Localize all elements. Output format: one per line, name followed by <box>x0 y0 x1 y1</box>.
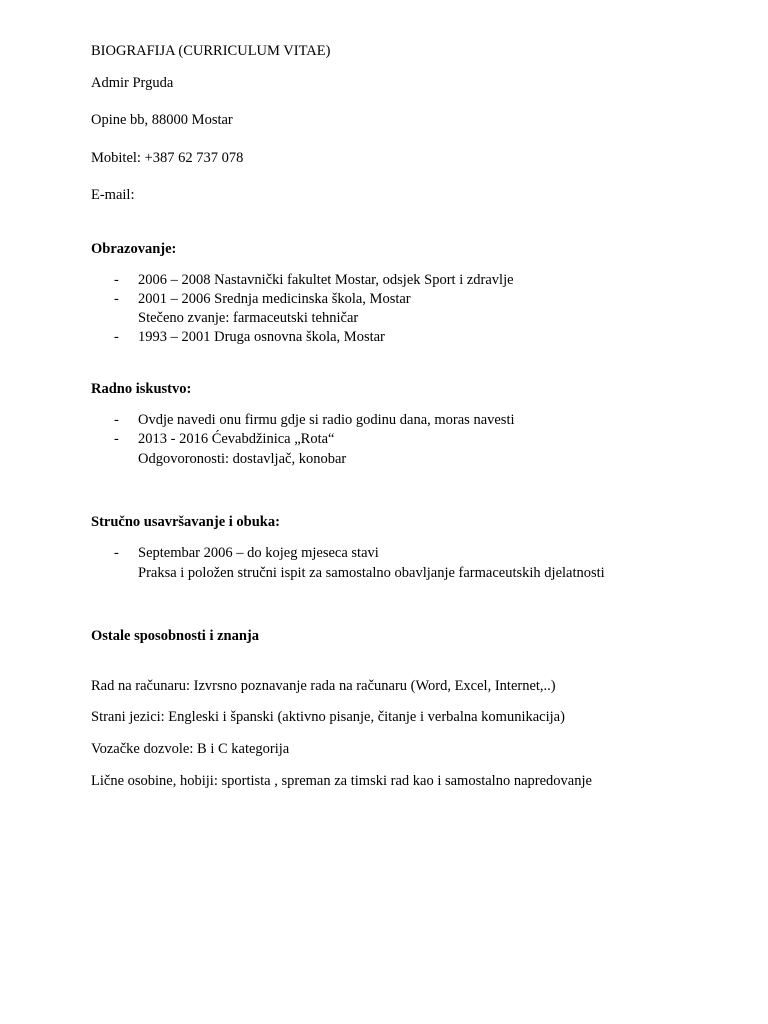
list-bullet: - <box>114 329 119 345</box>
education-item: 2006 – 2008 Nastavnički fakultet Mostar, odsjek Sport i zdravlje <box>138 272 514 288</box>
email: E-mail: <box>91 187 135 203</box>
training-item-note: Praksa i položen stručni ispit za samostalno obavljanje farmaceutskih djelatnosti <box>138 565 605 581</box>
list-bullet: - <box>114 431 119 447</box>
document-title: BIOGRAFIJA (CURRICULUM VITAE) <box>91 43 331 59</box>
address: Opine bb, 88000 Mostar <box>91 112 233 128</box>
skill-computer: Rad na računaru: Izvrsno poznavanje rada na računaru (Word, Excel, Internet,..) <box>91 678 556 694</box>
experience-item: Ovdje navedi onu firmu gdje si radio godinu dana, moras navesti <box>138 412 515 428</box>
person-name: Admir Prguda <box>91 75 174 91</box>
training-heading: Stručno usavršavanje i obuka: <box>91 514 280 530</box>
experience-item: 2013 - 2016 Ćevabdžinica „Rota“ <box>138 431 335 447</box>
education-item: 1993 – 2001 Druga osnovna škola, Mostar <box>138 329 385 345</box>
list-bullet: - <box>114 545 119 561</box>
education-item: 2001 – 2006 Srednja medicinska škola, Mostar <box>138 291 411 307</box>
training-item: Septembar 2006 – do kojeg mjeseca stavi <box>138 545 379 561</box>
list-bullet: - <box>114 291 119 307</box>
phone: Mobitel: +387 62 737 078 <box>91 150 244 166</box>
skill-driving: Vozačke dozvole: B i C kategorija <box>91 741 290 757</box>
skills-heading: Ostale sposobnosti i znanja <box>91 628 259 644</box>
experience-heading: Radno iskustvo: <box>91 381 192 397</box>
education-item-note: Stečeno zvanje: farmaceutski tehničar <box>138 310 359 326</box>
education-heading: Obrazovanje: <box>91 241 177 257</box>
experience-item-note: Odgovoronosti: dostavljač, konobar <box>138 451 347 467</box>
list-bullet: - <box>114 412 119 428</box>
skill-personal: Lične osobine, hobiji: sportista , spreman za timski rad kao i samostalno napredovanje <box>91 773 592 789</box>
list-bullet: - <box>114 272 119 288</box>
skill-languages: Strani jezici: Engleski i španski (aktivno pisanje, čitanje i verbalna komunikacija) <box>91 709 565 725</box>
